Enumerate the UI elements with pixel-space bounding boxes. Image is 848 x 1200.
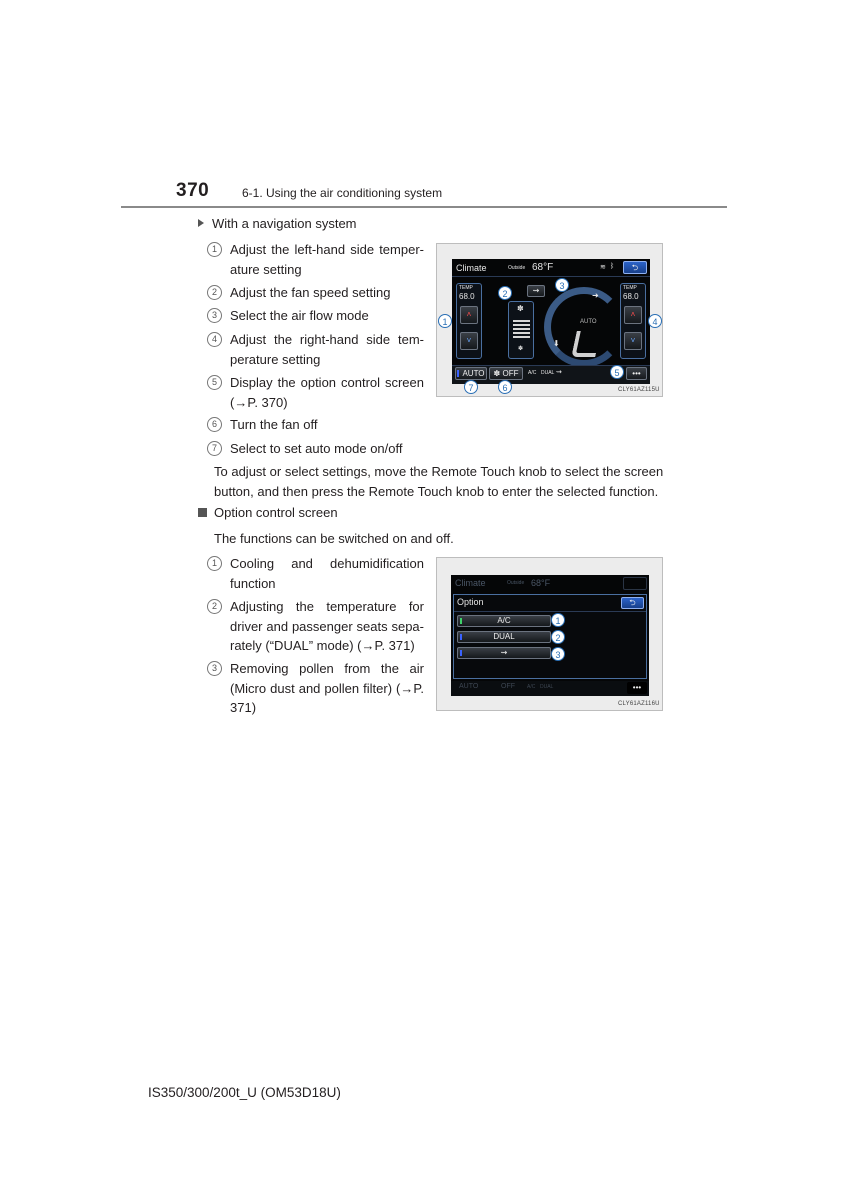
callout-5: 5 — [610, 365, 624, 379]
outside-label: Outside — [508, 265, 526, 271]
callout-1: 1 — [438, 314, 452, 328]
fan-speed-panel — [508, 301, 534, 359]
fan-icon: ✽ — [517, 304, 524, 313]
fan-speed-bars[interactable] — [513, 320, 530, 340]
nav-item-7: 7 Select to set auto mode on/off — [207, 439, 424, 459]
nav-item-1: 1 Adjust the left-hand side temper-ature setting — [207, 240, 424, 279]
fan-icon-small: ✽ — [518, 346, 524, 352]
callout-2: 2 — [498, 286, 512, 300]
right-temp-down-button[interactable]: ˅ — [624, 332, 642, 350]
option-back-button[interactable] — [621, 597, 644, 609]
option-item-1: 1 Cooling and dehumidification function — [207, 554, 424, 593]
pollen-filter-button[interactable] — [457, 647, 551, 659]
arrow-down-icon: ⬇ — [553, 339, 560, 348]
option-more-button[interactable]: ••• — [626, 367, 647, 380]
callout-3: 3 — [555, 278, 569, 292]
bg-back-button — [623, 577, 647, 590]
option-figure-code: CLY61AZ116U — [618, 701, 660, 707]
section-title: 6-1. Using the air conditioning system — [242, 186, 443, 200]
right-temp-value: 68.0 — [623, 292, 639, 301]
top-divider — [452, 276, 650, 277]
climate-figure — [436, 243, 663, 397]
option-screen — [451, 575, 649, 696]
dual-button[interactable]: DUAL — [457, 631, 551, 643]
nav-paragraph: To adjust or select settings, move the Remote Touch knob to select the screen button, and then press the Remote Touch knob to enter the selected function. — [214, 464, 664, 499]
model-code: IS350/300/200t_U (OM53D18U) — [148, 1085, 341, 1100]
dual-status: DUAL — [541, 370, 555, 376]
wifi-icon: ≋ — [600, 264, 606, 271]
ac-status: A/C — [528, 370, 537, 376]
option-callout-2: 2 — [551, 630, 565, 644]
page-number: 370 — [176, 180, 210, 201]
pollen-indicator — [460, 650, 462, 656]
fan-off-icon: ✽ — [493, 369, 503, 378]
ac-indicator — [460, 618, 462, 624]
header-rule — [121, 206, 727, 208]
right-temp-panel: TEMP 68.0 ˄ ˅ — [620, 283, 646, 359]
option-callout-3: 3 — [551, 647, 565, 661]
option-item-2: 2 Adjusting the temperature for driver and passenger seats sepa-rately (“DUAL” mode) (→P. 371) — [207, 597, 424, 656]
square-bullet-icon — [198, 508, 207, 517]
seat-airflow-icon: ⇝ — [532, 286, 540, 295]
left-temp-down-button[interactable]: ˅ — [460, 332, 478, 350]
climate-title: Climate — [456, 263, 487, 273]
bg-outside-temp: 68°F — [531, 578, 551, 588]
bg-ac: A/C — [527, 684, 536, 690]
bg-off: OFF — [501, 683, 515, 690]
option-heading: Option control screen — [198, 505, 338, 520]
bg-auto: AUTO — [459, 683, 479, 690]
pollen-icon: ⇝ — [500, 648, 508, 657]
outside-temp: 68°F — [532, 262, 554, 273]
bluetooth-icon: ᛒ — [610, 263, 615, 270]
option-figure — [436, 557, 663, 711]
auto-indicator — [457, 370, 459, 377]
bg-dual: DUAL — [540, 684, 554, 690]
left-temp-up-button[interactable]: ˄ — [460, 306, 478, 324]
option-panel — [453, 594, 647, 679]
callout-7: 7 — [464, 380, 478, 394]
option-divider — [454, 611, 646, 612]
ac-button[interactable]: A/C — [457, 615, 551, 627]
right-temp-up-button[interactable]: ˄ — [624, 306, 642, 324]
nav-item-4: 4 Adjust the right-hand side tem-perature setting — [207, 330, 424, 369]
bg-climate-title: Climate — [455, 578, 486, 588]
option-item-3: 3 Removing pollen from the air (Micro dust and pollen filter) (→P. 371) — [207, 659, 424, 718]
triangle-bullet-icon — [198, 219, 204, 227]
airflow-auto-label: AUTO — [580, 319, 597, 325]
option-title: Option — [457, 597, 484, 607]
left-temp-value: 68.0 — [459, 292, 475, 301]
callout-4: 4 — [648, 314, 662, 328]
back-arrow-icon: ⮌ — [631, 263, 639, 272]
figure-code: CLY61AZ115U — [618, 387, 660, 393]
back-arrow-icon: ⮌ — [629, 598, 636, 607]
nav-item-6: 6 Turn the fan off — [207, 415, 424, 435]
nav-heading: With a navigation system — [198, 216, 357, 231]
option-more-button[interactable]: ••• — [627, 682, 647, 694]
option-intro: The functions can be switched on and off. — [214, 531, 454, 546]
climate-screen — [452, 259, 650, 383]
callout-6: 6 — [498, 380, 512, 394]
back-button[interactable] — [623, 261, 647, 274]
nav-item-2: 2 Adjust the fan speed setting — [207, 283, 424, 303]
left-temp-panel: TEMP 68.0 ˄ ˅ — [456, 283, 482, 359]
pollen-status-icon: ⇝ — [556, 369, 562, 376]
arrow-right-icon: ➜ — [592, 291, 599, 300]
bg-outside-label: Outside — [507, 580, 525, 586]
nav-item-3: 3 Select the air flow mode — [207, 306, 424, 326]
nav-item-5: 5 Display the option control screen (→P. 370) — [207, 373, 424, 412]
dual-indicator — [460, 634, 462, 640]
fan-off-button[interactable]: ✽ OFF — [489, 367, 523, 380]
option-callout-1: 1 — [551, 613, 565, 627]
seat-airflow-button[interactable] — [527, 285, 545, 297]
auto-button[interactable]: AUTO — [455, 367, 487, 380]
